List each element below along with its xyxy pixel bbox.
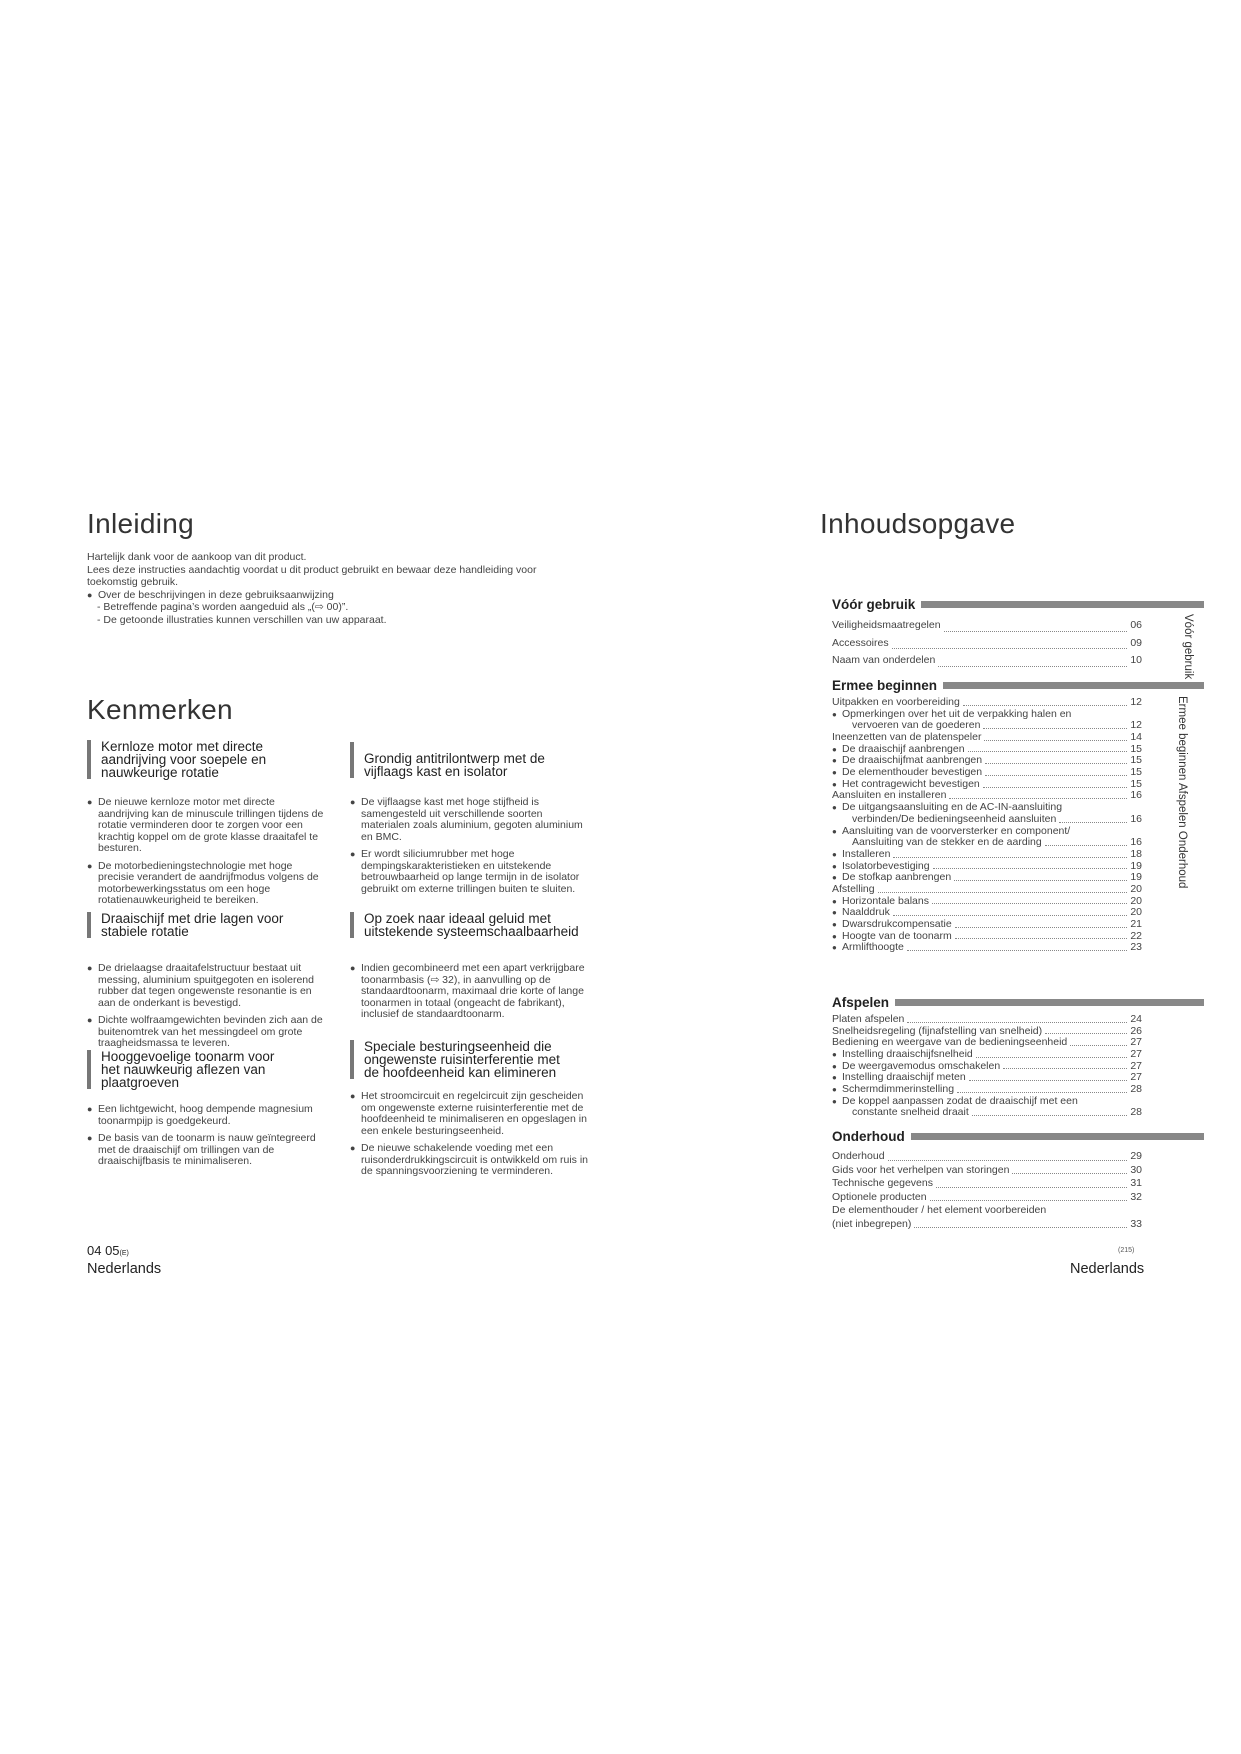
toc-entry-label: ● De weergavemodus omschakelen	[842, 1059, 1001, 1072]
toc-leader-dots	[1045, 845, 1128, 846]
toc-leader-dots	[893, 915, 1127, 916]
toc-entry-page: 18	[1130, 847, 1142, 860]
feature-heading-line: plaatgroeven	[101, 1075, 180, 1090]
feature-item: ● Dichte wolfraamgewichten bevinden zich aan de buitenomtrek van het messingdeel om grote traagheidsmassa te leveren.	[87, 1015, 327, 1050]
toc-leader-dots	[985, 775, 1127, 776]
toc-entry[interactable]	[832, 1164, 1142, 1178]
toc-entry-label: ● Instelling draaischijf meten	[842, 1071, 966, 1084]
toc-entry-label: ● Opmerkingen over het uit de verpakking halen en	[842, 707, 1072, 720]
toc-title: Inhoudsopgave	[820, 508, 1016, 539]
toc-entry[interactable]	[832, 1191, 1142, 1205]
toc-entry[interactable]	[832, 1096, 1142, 1108]
toc-leader-dots	[969, 1080, 1128, 1081]
toc-entry-label: ● Horizontale balans	[842, 894, 929, 907]
toc-entry[interactable]	[832, 826, 1142, 838]
feature-list	[87, 1104, 327, 1174]
toc-entry-label: Naam van onderdelen	[832, 654, 936, 666]
feature-heading-line: ongewenste ruisinterferentie met	[364, 1052, 560, 1067]
toc-leader-dots	[985, 763, 1127, 764]
toc-leader-dots	[983, 787, 1128, 788]
toc-entry-label: Platen afspelen	[832, 1012, 905, 1025]
features-title: Kenmerken	[87, 694, 233, 725]
toc-entry-page: 28	[1130, 1106, 1142, 1119]
toc-entry[interactable]	[832, 1014, 1142, 1026]
toc-entry-page: 23	[1130, 941, 1142, 954]
feature-heading	[350, 1040, 604, 1079]
toc-entry-page: 20	[1130, 882, 1142, 895]
toc-entry[interactable]	[832, 884, 1142, 896]
toc-entry-label: Snelheidsregeling (fijnafstelling van snelheid)	[832, 1024, 1043, 1037]
toc-entry-label: ● Schermdimmerinstelling	[842, 1083, 955, 1096]
toc-entry-page: 21	[1130, 918, 1142, 931]
toc-leader-dots	[944, 631, 1128, 632]
toc-entry[interactable]	[832, 942, 1142, 954]
toc-leader-dots	[938, 666, 1127, 667]
feature-item: ● De nieuwe kernloze motor met directe aandrijving kan de minuscule trillingen tijdens de rotatie verminderen door te zorgen voor een krachtig koppel om de grote klasse draaitafel te besturen.	[87, 797, 327, 855]
feature-heading-line: Draaischijf met drie lagen voor	[101, 911, 284, 926]
toc-entry[interactable]	[832, 652, 1142, 670]
side-tab-bar	[1160, 682, 1204, 689]
feature-heading-line: het nauwkeurig aflezen van	[101, 1062, 266, 1077]
toc-section-title: Afspelen	[832, 995, 890, 1010]
toc-entry-page: 20	[1130, 906, 1142, 919]
toc-entry-label: Gids voor het verhelpen van storingen	[832, 1163, 1010, 1176]
toc-entry-page: 20	[1130, 894, 1142, 907]
toc-leader-dots	[1070, 1045, 1127, 1046]
toc-leader-dots	[1012, 1173, 1127, 1174]
toc-entry-page: 27	[1130, 1071, 1142, 1084]
toc-entry[interactable]	[832, 1218, 1142, 1232]
feature-heading	[350, 912, 614, 938]
toc-entry-page: 12	[1130, 695, 1142, 708]
toc-entry-page: 14	[1130, 731, 1142, 744]
toc-section-entries	[832, 697, 1142, 954]
toc-entry-page: 15	[1130, 754, 1142, 767]
feature-list	[350, 1091, 590, 1184]
page-numbers-sub: (E)	[119, 1250, 129, 1257]
toc-leader-dots	[949, 798, 1127, 799]
feature-heading	[87, 912, 341, 938]
toc-entry-label: Aansluiten en installeren	[832, 789, 947, 802]
side-tab-sections: Ermee beginnen Afspelen Onderhoud	[1176, 696, 1188, 889]
feature-item: ● De motorbedieningstechnologie met hoge precisie verandert de aandrijfmodus volgens de motorbewerkingsstatus om een hoge rotatienauwkeurigheid te bereiken.	[87, 861, 327, 907]
toc-leader-dots	[893, 857, 1127, 858]
toc-entry-label: constante snelheid draait	[852, 1106, 969, 1119]
feature-item: ● De basis van de toonarm is nauw geïntegreerd met de draaischijf om trillingen van de draaischijfbasis te minimaliseren.	[87, 1133, 327, 1168]
page-numbers	[87, 1243, 129, 1258]
toc-entry-label: Uitpakken en voorbereiding	[832, 695, 960, 708]
toc-entry-page: 16	[1130, 789, 1142, 802]
toc-entry-page: 19	[1130, 871, 1142, 884]
toc-entry-page: 15	[1130, 766, 1142, 779]
side-tab-voor-gebruik: Vóór gebruik	[1182, 614, 1194, 680]
feature-heading-line: Grondig antitrilontwerp met de	[364, 751, 545, 766]
feature-heading-line: aandrijving voor soepele en	[101, 752, 267, 767]
toc-entry-page: 28	[1130, 1083, 1142, 1096]
toc-entry-page: 19	[1130, 859, 1142, 872]
toc-entry[interactable]	[832, 1108, 1142, 1120]
toc-entry-label: verbinden/De bedieningseenheid aansluiten	[852, 812, 1057, 825]
language-label: Nederlands	[87, 1261, 162, 1277]
feature-list	[87, 963, 327, 1056]
toc-entry-label: Bediening en weergave van de bedieningseenheid	[832, 1036, 1068, 1049]
toc-entry[interactable]	[832, 814, 1142, 826]
intro-line: Lees deze instructies aandachtig voordat u dit product gebruikt en bewaar deze handleiding voor	[87, 563, 537, 576]
toc-section-header	[832, 1129, 1204, 1144]
toc-section-header	[832, 678, 1204, 693]
toc-entry-label: ● Installeren	[842, 847, 891, 860]
toc-entry-page: 27	[1130, 1036, 1142, 1049]
toc-entry[interactable]	[832, 1204, 1142, 1218]
toc-entry-label: De elementhouder / het element voorbereiden	[832, 1204, 1047, 1216]
toc-entry-label: ● Naalddruk	[842, 906, 890, 919]
toc-entry-label: ● De koppel aanpassen zodat de draaischijf met een	[842, 1094, 1078, 1107]
toc-entry[interactable]	[832, 635, 1142, 653]
toc-leader-dots	[976, 1057, 1128, 1058]
toc-leader-dots	[1045, 1033, 1127, 1034]
toc-entry-page: 29	[1130, 1150, 1142, 1162]
toc-leader-dots	[936, 1187, 1127, 1188]
toc-entry-page: 30	[1130, 1163, 1142, 1176]
feature-heading-line: Kernloze motor met directe	[101, 739, 264, 754]
feature-item: ● De nieuwe schakelende voeding met een ruisonderdrukkingscircuit is ontwikkeld om ruis in de spanningsvoorziening te verminderen.	[350, 1143, 590, 1178]
page-numbers-text: 04 05	[87, 1243, 120, 1258]
toc-entry-label: ● Armlifthoogte	[842, 941, 904, 954]
toc-entry-label: Optionele producten	[832, 1190, 927, 1203]
feature-item: ● De vijflaagse kast met hoge stijfheid is samengesteld uit verschillende soorten materialen zoals aluminium, gegoten aluminium en BMC.	[350, 797, 590, 843]
toc-leader-dots	[932, 903, 1127, 904]
toc-entry-label: Accessoires	[832, 636, 889, 649]
feature-heading-line: Op zoek naar ideaal geluid met	[364, 911, 551, 926]
toc-entry-label: Ineenzetten van de platenspeler	[832, 731, 982, 744]
intro-bullet: ● Over de beschrijvingen in deze gebruiksaanwijzing	[87, 589, 597, 602]
toc-entry[interactable]	[832, 709, 1142, 721]
feature-heading-line: de hoofdeenheid kan elimineren	[364, 1065, 557, 1080]
toc-section-header	[832, 995, 1204, 1010]
toc-entry[interactable]	[832, 1049, 1142, 1061]
toc-entry-page: 24	[1130, 1012, 1142, 1025]
toc-entry-label: Veiligheidsmaatregelen	[832, 619, 941, 631]
toc-entry-label: (niet inbegrepen)	[832, 1217, 912, 1230]
toc-entry[interactable]	[832, 697, 1142, 709]
toc-entry-label: ● Aansluiting van de voorversterker en component/	[842, 824, 1071, 837]
feature-item: ● Indien gecombineerd met een apart verkrijgbare toonarmbasis (⇨ 32), in aanvulling op de standaardtoonarm, maximaal drie korte of lange toonarmen in totaal (ongeacht de fabrikant), inclusief de standaardtoonarm.	[350, 963, 590, 1021]
toc-entry[interactable]	[832, 779, 1142, 791]
toc-entry-label: ● Hoogte van de toonarm	[842, 929, 952, 942]
feature-heading-line: stabiele rotatie	[101, 924, 189, 939]
page-code: (215)	[1118, 1247, 1135, 1254]
toc-entry-label: ● De uitgangsaansluiting en de AC-IN-aansluiting	[842, 801, 1063, 814]
toc-entry-label: Aansluiting van de stekker en de aarding	[852, 836, 1042, 849]
feature-heading	[87, 740, 341, 779]
toc-leader-dots	[957, 1092, 1127, 1093]
toc-entry-page: 16	[1130, 812, 1142, 825]
toc-leader-dots	[954, 880, 1127, 881]
toc-entry-page: 06	[1130, 619, 1142, 631]
feature-heading-line: uitstekende systeemschaalbaarheid	[364, 924, 579, 939]
toc-entry-label: ● De elementhouder bevestigen	[842, 766, 983, 779]
toc-leader-dots	[1059, 822, 1127, 823]
feature-list	[350, 963, 590, 1027]
feature-list	[87, 797, 327, 913]
toc-entry[interactable]	[832, 849, 1142, 861]
toc-entry-page: 22	[1130, 929, 1142, 942]
toc-entry-page: 15	[1130, 742, 1142, 755]
toc-section-title: Onderhoud	[832, 1129, 905, 1144]
toc-entry-label: vervoeren van de goederen	[852, 719, 981, 732]
feature-heading-line: vijflaags kast en isolator	[364, 764, 508, 779]
toc-entry-page: 10	[1130, 654, 1142, 666]
toc-entry-page: 33	[1130, 1217, 1142, 1230]
toc-entry[interactable]	[832, 919, 1142, 931]
feature-heading-line: nauwkeurige rotatie	[101, 765, 219, 780]
feature-item: ● De drielaagse draaitafelstructuur bestaat uit messing, aluminium spuitgegoten en isolerend rubber dat tegen ongewenste resonantie is en aan de onderkant is bevestigd.	[87, 963, 327, 1009]
side-tab-bar	[1160, 601, 1204, 608]
toc-entry-label: ● De draaischijf aanbrengen	[842, 742, 965, 755]
toc-entry[interactable]	[832, 802, 1142, 814]
toc-entry-label: ● Isolatorbevestiging	[842, 859, 930, 872]
toc-leader-dots	[968, 751, 1128, 752]
toc-entry-page: 27	[1130, 1059, 1142, 1072]
feature-item: ● Er wordt siliciumrubber met hoge dempingskarakteristieken en uitstekende betrouwbaarheid op lange termijn in de isolator gebruikt om externe trillingen buiten te sluiten.	[350, 849, 590, 895]
toc-entry[interactable]	[832, 617, 1142, 635]
toc-leader-dots	[914, 1227, 1127, 1228]
side-tab-bar	[1160, 1133, 1204, 1140]
toc-entry-page: 26	[1130, 1024, 1142, 1037]
toc-entry-label: ● Dwarsdrukcompensatie	[842, 918, 952, 931]
feature-heading	[350, 742, 604, 778]
toc-entry[interactable]	[832, 732, 1142, 744]
toc-leader-dots	[907, 950, 1127, 951]
toc-entry-label: ● De stofkap aanbrengen	[842, 871, 952, 884]
toc-leader-dots	[892, 648, 1128, 649]
toc-leader-dots	[983, 728, 1127, 729]
toc-entry-page: 12	[1130, 719, 1142, 732]
intro-line: toekomstig gebruik.	[87, 576, 179, 588]
toc-entry-page: 31	[1130, 1177, 1142, 1189]
toc-entry-page: 27	[1130, 1048, 1142, 1061]
intro-sub: - Betreffende pagina’s worden aangeduid als „(⇨ 00)”.	[97, 601, 349, 613]
feature-list	[350, 797, 590, 901]
feature-item: ● Het stroomcircuit en regelcircuit zijn gescheiden om ongewenste externe ruisinterferentie met de hoofdeenheid te minimaliseren en opgeslagen in een enkele besturingseenheid.	[350, 1091, 590, 1137]
toc-leader-dots	[972, 1115, 1128, 1116]
intro-text	[87, 551, 597, 626]
toc-section-entries	[832, 1014, 1142, 1119]
toc-section-title: Vóór gebruik	[832, 597, 916, 612]
toc-entry-label: Onderhoud	[832, 1150, 885, 1162]
toc-entry-page: 32	[1130, 1190, 1142, 1203]
toc-entry-page: 09	[1130, 636, 1142, 649]
toc-entry-label: Technische gegevens	[832, 1177, 933, 1189]
toc-entry-page: 15	[1130, 777, 1142, 790]
toc-leader-dots	[878, 892, 1128, 893]
intro-sub: - De getoonde illustraties kunnen verschillen van uw apparaat.	[97, 613, 387, 626]
feature-item: ● Een lichtgewicht, hoog dempende magnesium toonarmpijp is goedgekeurd.	[87, 1104, 327, 1127]
feature-heading-line: Speciale besturingseenheid die	[364, 1039, 552, 1054]
toc-leader-dots	[907, 1022, 1127, 1023]
toc-section-title: Ermee beginnen	[832, 678, 938, 693]
section-bar	[895, 999, 1204, 1006]
toc-leader-dots	[933, 868, 1128, 869]
side-tab-bar	[1160, 999, 1204, 1006]
toc-entry-label: ● Het contragewicht bevestigen	[842, 777, 980, 790]
toc-entry-label: Afstelling	[832, 882, 875, 895]
feature-heading	[87, 1050, 341, 1089]
toc-leader-dots	[955, 938, 1128, 939]
toc-entry-page: 16	[1130, 836, 1142, 849]
toc-leader-dots	[984, 740, 1127, 741]
toc-section-entries	[832, 617, 1142, 670]
toc-leader-dots	[1003, 1068, 1127, 1069]
language-label: Nederlands	[1070, 1261, 1145, 1277]
toc-entry-label: ● De draaischijfmat aanbrengen	[842, 754, 983, 767]
toc-entry[interactable]	[832, 872, 1142, 884]
toc-leader-dots	[930, 1200, 1128, 1201]
feature-heading-line: Hooggevoelige toonarm voor	[101, 1049, 275, 1064]
intro-title: Inleiding	[87, 508, 195, 539]
toc-entry-label: ● Instelling draaischijfsnelheid	[842, 1048, 973, 1061]
toc-section-header	[832, 597, 1204, 612]
intro-line: Hartelijk dank voor de aankoop van dit product.	[87, 551, 307, 563]
toc-leader-dots	[955, 927, 1128, 928]
toc-leader-dots	[888, 1160, 1128, 1161]
toc-section-entries	[832, 1150, 1142, 1231]
toc-entry[interactable]	[832, 1150, 1142, 1164]
toc-entry[interactable]	[832, 1177, 1142, 1191]
toc-leader-dots	[963, 705, 1127, 706]
